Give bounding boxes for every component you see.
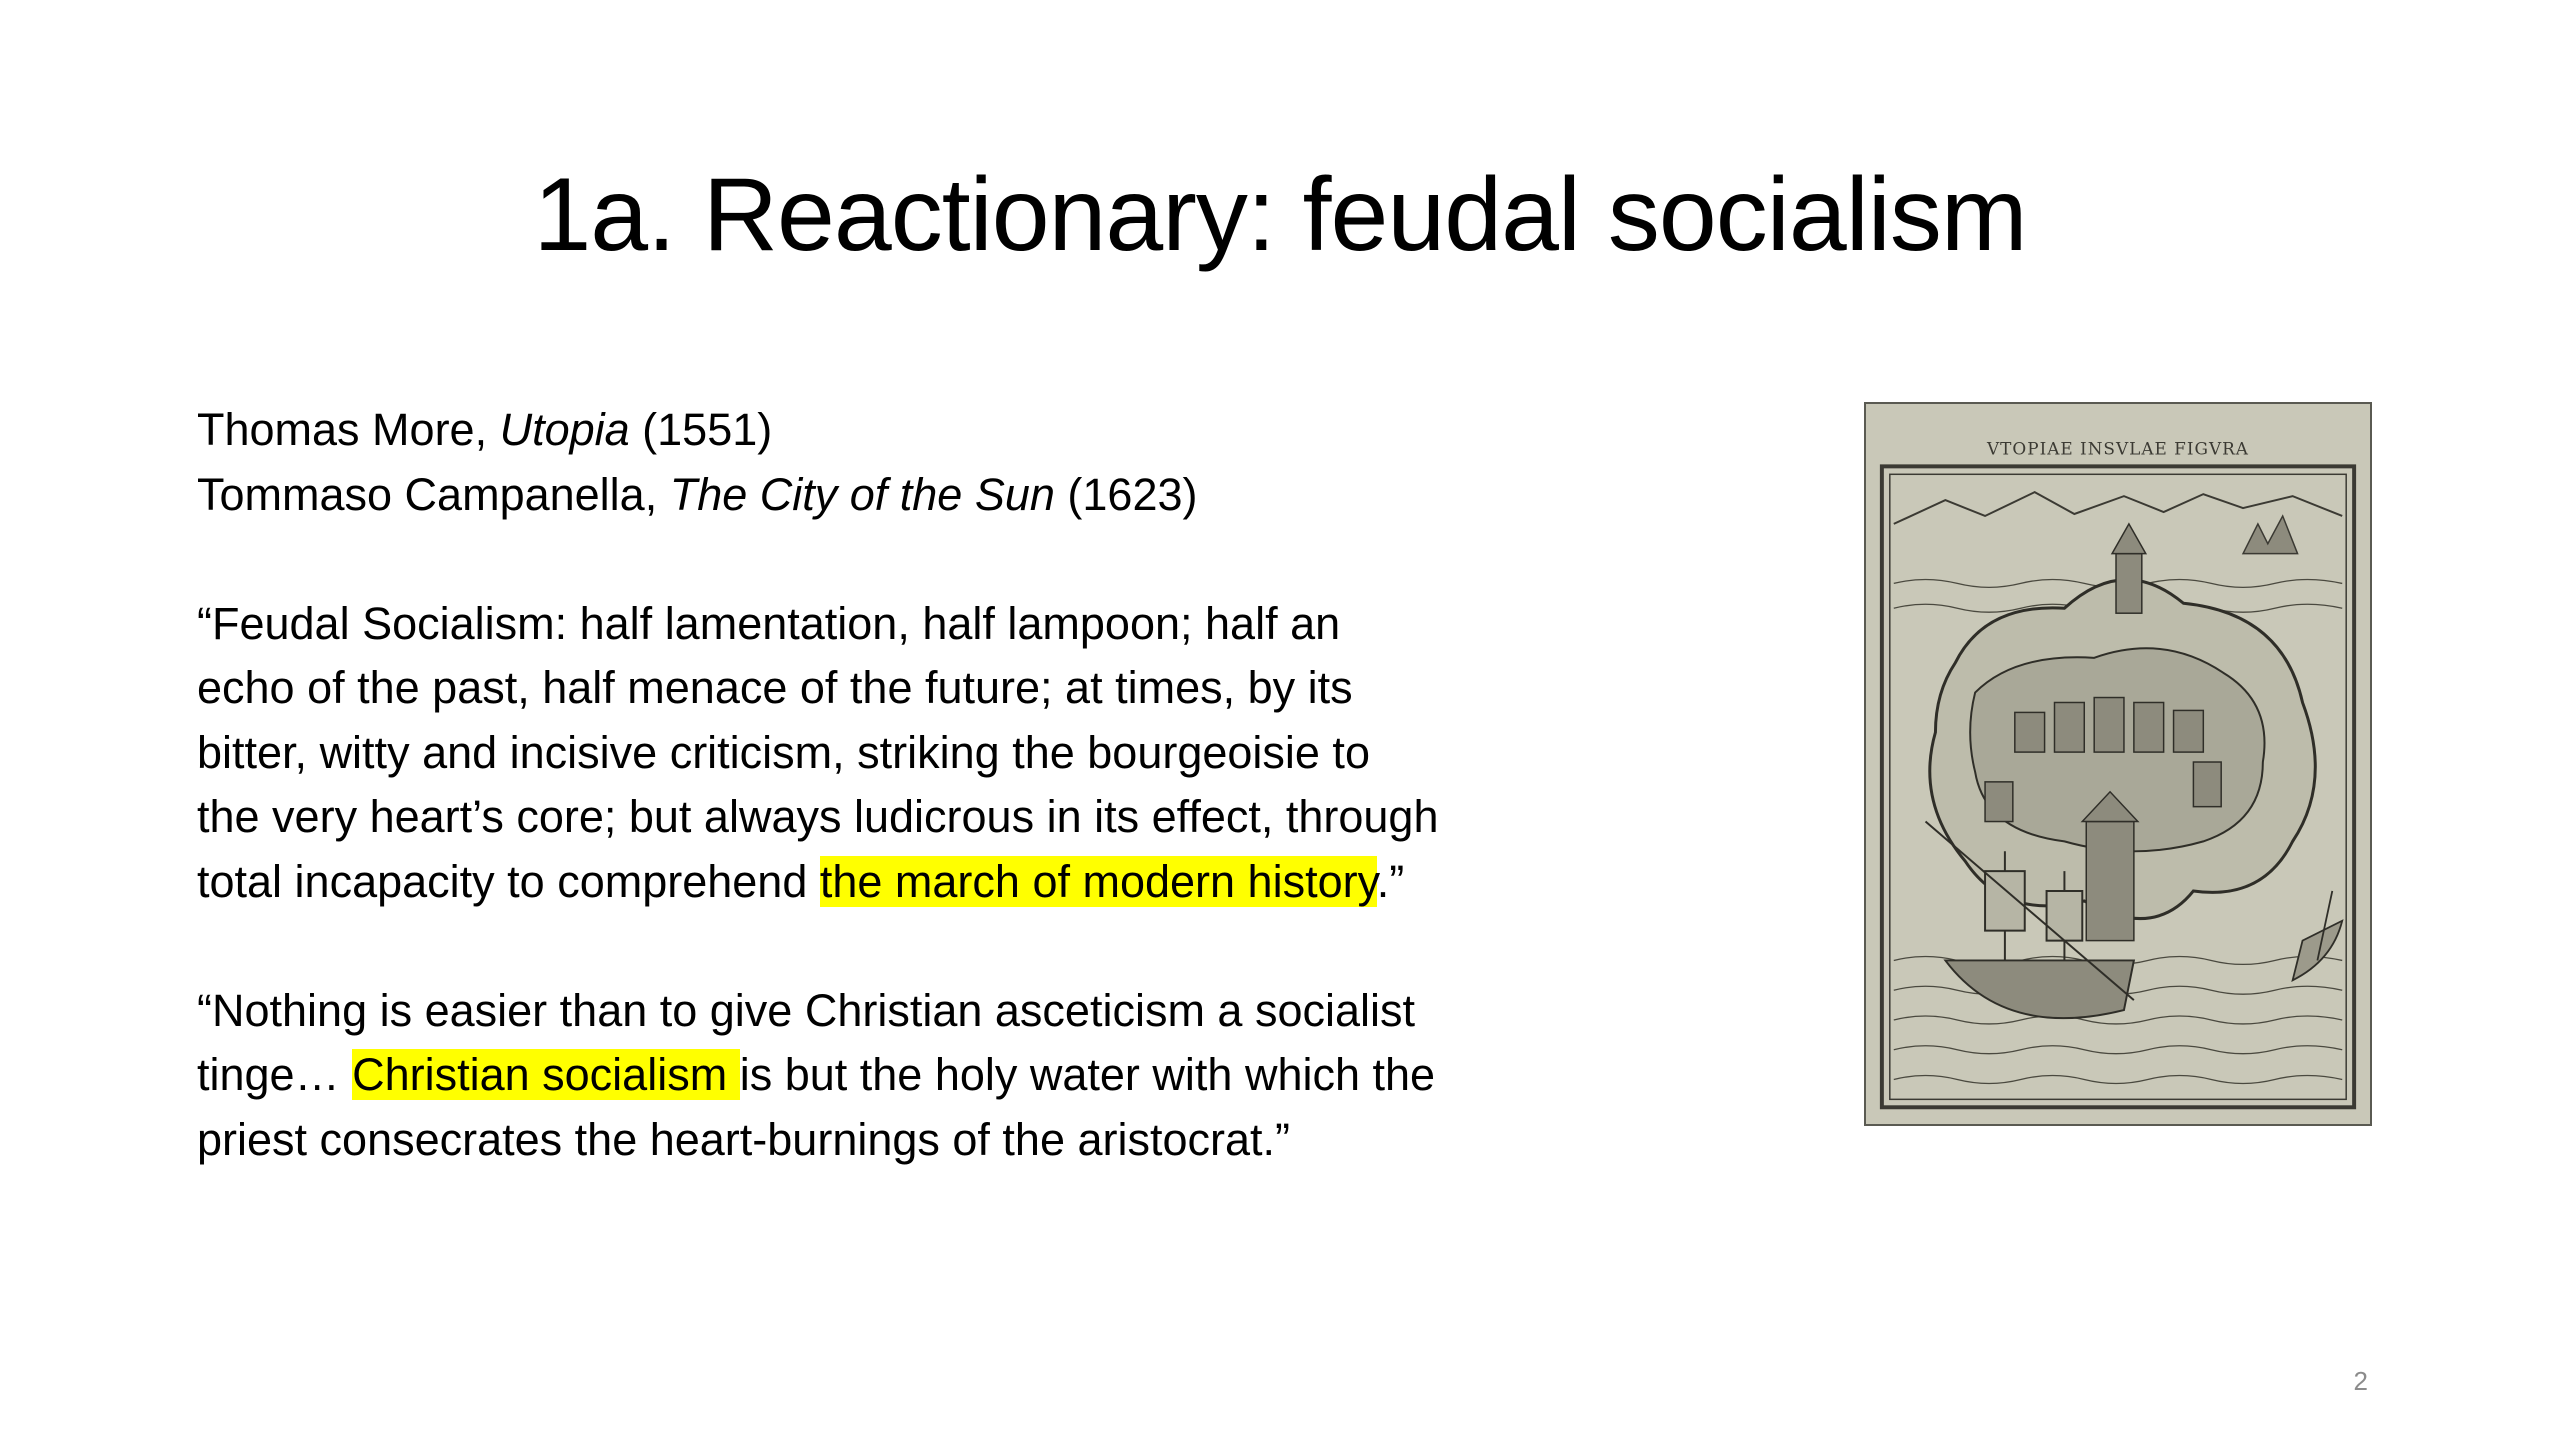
work-citation-more bbox=[197, 398, 1617, 463]
woodcut-caption: VTOPIAE INSVLAE FIGVRA bbox=[1987, 438, 2249, 459]
author: Thomas More, bbox=[197, 404, 500, 455]
work-citation-campanella bbox=[197, 463, 1617, 528]
paragraph-gap bbox=[197, 914, 1617, 979]
woodcut-illustration bbox=[1866, 404, 2370, 1124]
quote2-line: “Nothing is easier than to give Christian asceticism a socialist bbox=[197, 984, 1416, 1036]
quote2-line: priest consecrates the heart-burnings of the aristocrat.” bbox=[197, 1113, 1291, 1165]
utopia-woodcut-image bbox=[1864, 402, 2372, 1126]
work-title: Utopia bbox=[499, 404, 630, 455]
work-title: The City of the Sun bbox=[669, 468, 1055, 520]
highlight-modern-history: the march of modern history bbox=[819, 855, 1377, 907]
quote1-line: “Feudal Socialism: half lamentation, half lampoon; half an bbox=[197, 597, 1341, 649]
slide-title: 1a. Reactionary: feudal socialism bbox=[533, 157, 2027, 273]
author: Tommaso Campanella, bbox=[197, 468, 670, 520]
quote1-line: bitter, witty and incisive criticism, striking the bourgeoisie to bbox=[197, 726, 1370, 778]
quote2-line bbox=[197, 1043, 1617, 1108]
quote1-end: .” bbox=[1376, 855, 1405, 907]
quote1-text: total incapacity to comprehend bbox=[197, 855, 820, 907]
quote1-line: echo of the past, half menace of the future; at times, by its bbox=[197, 662, 1353, 713]
highlight-christian-socialism: Christian socialism bbox=[352, 1049, 740, 1100]
quote1-line: the very heart’s core; but always ludicrous in its effect, through bbox=[197, 791, 1439, 842]
quote2-text: tinge… bbox=[197, 1049, 353, 1100]
paragraph-gap bbox=[197, 527, 1617, 592]
page-number: 2 bbox=[2353, 1366, 2368, 1396]
year: (1623) bbox=[1054, 468, 1198, 520]
slide-body bbox=[197, 398, 1617, 1172]
quote1-last-line bbox=[197, 850, 1617, 915]
year: (1551) bbox=[629, 404, 773, 455]
quote2-text: is but the holy water with which the bbox=[739, 1049, 1436, 1100]
